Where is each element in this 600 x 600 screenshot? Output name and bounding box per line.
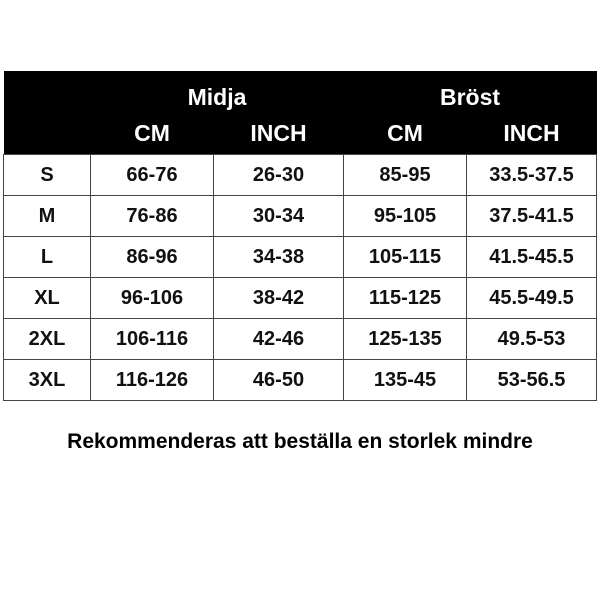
group-header-chest: Bröst: [344, 71, 597, 113]
unit-header: INCH: [467, 113, 597, 155]
size-table: [3, 71, 597, 401]
unit-header: CM: [91, 113, 214, 155]
size-label: S: [4, 155, 91, 196]
table-cell: 105-115: [344, 237, 467, 278]
group-header-row: [4, 71, 597, 113]
table-cell: 115-125: [344, 278, 467, 319]
table-cell: 135-45: [344, 360, 467, 401]
table-cell: 37.5-41.5: [467, 196, 597, 237]
table-cell: 33.5-37.5: [467, 155, 597, 196]
table-cell: 53-56.5: [467, 360, 597, 401]
table-cell: 41.5-45.5: [467, 237, 597, 278]
table-cell: 76-86: [91, 196, 214, 237]
size-label: XL: [4, 278, 91, 319]
table-row: [4, 155, 597, 196]
table-cell: 45.5-49.5: [467, 278, 597, 319]
unit-header: INCH: [214, 113, 344, 155]
table-cell: 85-95: [344, 155, 467, 196]
corner-cell: [4, 71, 91, 113]
table-cell: 38-42: [214, 278, 344, 319]
size-label: 2XL: [4, 319, 91, 360]
table-cell: 96-106: [91, 278, 214, 319]
table-row: [4, 237, 597, 278]
table-cell: 42-46: [214, 319, 344, 360]
table-cell: 30-34: [214, 196, 344, 237]
unit-header: CM: [344, 113, 467, 155]
table-row: [4, 196, 597, 237]
group-header-waist: Midja: [91, 71, 344, 113]
size-label: 3XL: [4, 360, 91, 401]
size-label: M: [4, 196, 91, 237]
table-cell: 46-50: [214, 360, 344, 401]
table-cell: 116-126: [91, 360, 214, 401]
table-cell: 86-96: [91, 237, 214, 278]
corner-cell: [4, 113, 91, 155]
table-cell: 106-116: [91, 319, 214, 360]
sizing-recommendation-note: Rekommenderas att beställa en storlek mindre: [67, 430, 533, 453]
table-cell: 49.5-53: [467, 319, 597, 360]
table-row: [4, 360, 597, 401]
table-cell: 95-105: [344, 196, 467, 237]
table-cell: 34-38: [214, 237, 344, 278]
table-cell: 26-30: [214, 155, 344, 196]
table-row: [4, 319, 597, 360]
table-cell: 66-76: [91, 155, 214, 196]
size-label: L: [4, 237, 91, 278]
table-row: [4, 278, 597, 319]
table-cell: 125-135: [344, 319, 467, 360]
unit-header-row: [4, 113, 597, 155]
